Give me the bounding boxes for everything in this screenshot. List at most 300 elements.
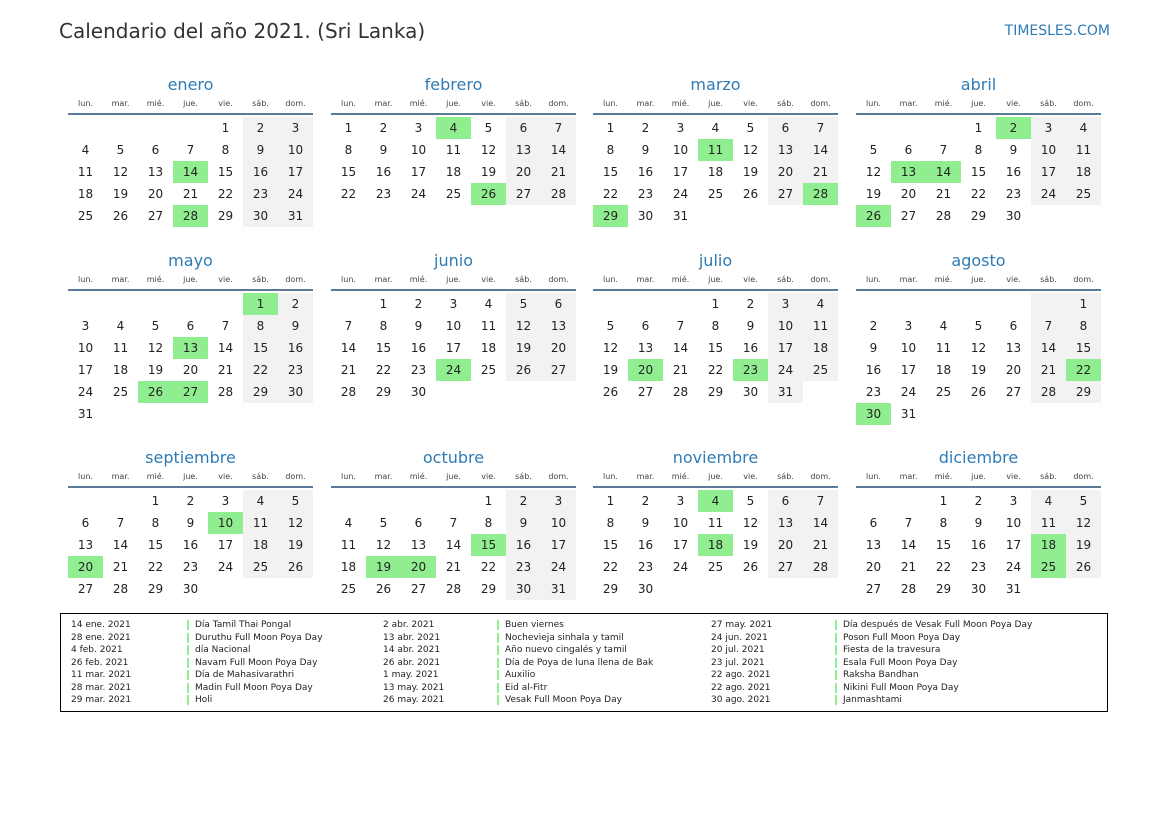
day-cell: 3 (221, 494, 230, 508)
weekday-label: vie. (218, 472, 233, 481)
day-cell: 14 (1031, 337, 1066, 359)
day-cell: 20 (541, 337, 576, 359)
day-cell: 23 (182, 560, 199, 574)
holiday-name: Día de Poya de luna llena de Bak (505, 657, 654, 668)
day-cell: 27 (865, 582, 882, 596)
weekday-label: lun. (78, 275, 93, 284)
day-cell: 15 (602, 538, 619, 552)
day-cell: 1 (221, 121, 230, 135)
weekday-header (331, 470, 576, 488)
day-cell: 22 (243, 359, 278, 381)
day-cell: 9 (278, 315, 313, 337)
day-cell: 25 (1066, 183, 1101, 205)
empty-day-cell (733, 578, 768, 600)
day-cell: 10 (768, 315, 803, 337)
day-cell: 9 (414, 319, 423, 333)
day-cell: 21 (803, 534, 838, 556)
day-cell: 2 (641, 494, 650, 508)
month-name: octubre (422, 448, 485, 467)
empty-day-cell (891, 293, 926, 315)
day-cell: 1 (974, 121, 983, 135)
day-cell: 21 (900, 560, 917, 574)
weekday-label: mar. (374, 275, 393, 284)
holiday-date: 29 mar. 2021 (71, 695, 132, 705)
day-cell: 13 (147, 165, 164, 179)
day-cell: 30 (243, 205, 278, 227)
day-cell: 9 (974, 516, 983, 530)
day-cell: 24 (672, 560, 689, 574)
month-noviembre (593, 447, 838, 600)
day-cell: 15 (970, 165, 987, 179)
day-cell: 27 (147, 209, 164, 223)
day-cell: 5 (379, 516, 388, 530)
month-abril (856, 74, 1101, 227)
holiday-date: 26 may. 2021 (383, 695, 445, 705)
day-cell: 11 (243, 512, 278, 534)
day-cell: 15 (602, 165, 619, 179)
empty-day-cell (68, 293, 103, 315)
day-cell: 20 (768, 534, 803, 556)
weekday-label: mar. (111, 275, 130, 284)
empty-day-cell (173, 117, 208, 139)
day-cell: 29 (243, 381, 278, 403)
day-cell: 12 (602, 341, 619, 355)
day-cell: 12 (112, 165, 129, 179)
day-cell: 2 (278, 293, 313, 315)
weekday-label: lun. (866, 275, 881, 284)
weekday-label: mié. (934, 472, 953, 481)
holiday-date: 13 abr. 2021 (383, 632, 441, 643)
weekday-label: mié. (146, 472, 165, 481)
day-cell: 26 (138, 381, 173, 403)
holiday-marker (835, 620, 837, 630)
day-cell: 13 (768, 512, 803, 534)
weekday-label: mié. (146, 99, 165, 108)
day-cell: 26 (856, 205, 891, 227)
weekday-header (68, 97, 313, 115)
empty-day-cell (891, 490, 926, 512)
day-cell: 25 (707, 187, 724, 201)
weekday-label: mié. (146, 275, 165, 284)
empty-day-cell (331, 490, 366, 512)
day-cell: 29 (1066, 381, 1101, 403)
weekday-label: vie. (743, 472, 758, 481)
day-cell: 11 (698, 139, 733, 161)
day-cell: 17 (217, 538, 234, 552)
day-cell: 18 (935, 363, 952, 377)
day-cell: 7 (904, 516, 913, 530)
day-cell: 19 (1066, 534, 1101, 556)
empty-day-cell (278, 403, 313, 425)
day-cell: 11 (77, 165, 94, 179)
day-cell: 26 (602, 385, 619, 399)
day-cell: 25 (480, 363, 497, 377)
weekday-header (856, 470, 1101, 488)
empty-day-cell (103, 490, 138, 512)
weekday-label: mié. (671, 472, 690, 481)
month-octubre (331, 447, 576, 600)
holiday-name: Esala Full Moon Poya Day (843, 657, 958, 668)
day-cell: 24 (900, 385, 917, 399)
day-cell: 29 (970, 209, 987, 223)
holiday-name: Fiesta de la travesura (843, 645, 941, 655)
day-cell: 21 (182, 187, 199, 201)
day-cell: 15 (707, 341, 724, 355)
day-cell: 10 (77, 341, 94, 355)
month-name: junio (434, 251, 473, 270)
day-cell: 7 (344, 319, 353, 333)
holiday-date: 20 jul. 2021 (711, 645, 765, 655)
day-cell: 16 (742, 341, 759, 355)
holiday-date: 24 jun. 2021 (711, 632, 768, 643)
day-cell: 6 (81, 516, 90, 530)
holiday-date: 22 ago. 2021 (711, 670, 771, 680)
day-cell: 14 (926, 161, 961, 183)
day-cell: 23 (278, 359, 313, 381)
empty-day-cell (768, 205, 803, 227)
day-cell: 18 (480, 341, 497, 355)
day-cell: 19 (742, 538, 759, 552)
day-cell: 29 (602, 582, 619, 596)
day-cell: 7 (803, 490, 838, 512)
weekday-label: sáb. (252, 275, 269, 284)
day-cell: 16 (1005, 165, 1022, 179)
day-cell: 19 (366, 556, 401, 578)
day-cell: 23 (637, 560, 654, 574)
day-cell: 13 (768, 139, 803, 161)
day-cell: 16 (410, 341, 427, 355)
empty-day-cell (366, 490, 401, 512)
day-grid (856, 293, 1101, 425)
empty-day-cell (698, 578, 733, 600)
day-cell: 25 (340, 582, 357, 596)
day-cell: 28 (217, 385, 234, 399)
weekday-label: mar. (899, 99, 918, 108)
day-cell: 24 (768, 359, 803, 381)
day-cell: 3 (414, 121, 423, 135)
empty-day-cell (243, 578, 278, 600)
day-grid (68, 490, 313, 600)
empty-day-cell (803, 578, 838, 600)
day-cell: 21 (1031, 359, 1066, 381)
holiday-marker (497, 670, 499, 680)
holiday-name: Eid al-Fitr (505, 682, 548, 693)
day-cell: 22 (970, 187, 987, 201)
day-cell: 12 (742, 516, 759, 530)
day-grid (856, 490, 1101, 600)
empty-day-cell (138, 117, 173, 139)
empty-day-cell (1066, 205, 1101, 227)
holiday-marker (835, 645, 837, 655)
month-junio (331, 250, 576, 403)
month-name: marzo (690, 75, 741, 94)
empty-day-cell (856, 293, 891, 315)
day-cell: 12 (147, 341, 164, 355)
day-cell: 11 (1066, 139, 1101, 161)
day-cell: 29 (593, 205, 628, 227)
day-cell: 20 (147, 187, 164, 201)
site-link[interactable]: TIMESLES.COM (1004, 23, 1110, 39)
day-cell: 5 (484, 121, 493, 135)
holiday-date: 11 mar. 2021 (71, 670, 132, 680)
day-cell: 1 (379, 297, 388, 311)
day-grid (856, 117, 1101, 227)
empty-day-cell (628, 293, 663, 315)
day-cell: 7 (1031, 315, 1066, 337)
day-cell: 7 (449, 516, 458, 530)
holiday-name: Auxilio (505, 670, 536, 680)
weekday-label: vie. (481, 472, 496, 481)
day-cell: 1 (344, 121, 353, 135)
weekday-label: sáb. (1040, 99, 1057, 108)
weekday-label: vie. (1006, 99, 1021, 108)
day-cell: 4 (711, 121, 720, 135)
empty-day-cell (68, 117, 103, 139)
weekday-label: vie. (481, 99, 496, 108)
day-cell: 8 (711, 319, 720, 333)
empty-day-cell (208, 578, 243, 600)
day-cell: 27 (541, 359, 576, 381)
holiday-marker (187, 683, 189, 693)
weekday-label: mié. (671, 275, 690, 284)
day-cell: 19 (112, 187, 129, 201)
day-cell: 24 (1005, 560, 1022, 574)
day-grid (331, 490, 576, 600)
day-cell: 19 (278, 534, 313, 556)
month-name: abril (960, 75, 997, 94)
day-cell: 28 (672, 385, 689, 399)
day-cell: 22 (340, 187, 357, 201)
empty-day-cell (138, 293, 173, 315)
weekday-label: jue. (183, 472, 198, 481)
day-cell: 17 (900, 363, 917, 377)
weekday-label: mié. (934, 275, 953, 284)
holiday-name: Vesak Full Moon Poya Day (505, 695, 622, 705)
month-agosto (856, 250, 1101, 425)
day-cell: 21 (340, 363, 357, 377)
empty-day-cell (243, 403, 278, 425)
page-title: Calendario del año 2021. (Sri Lanka) (59, 19, 426, 43)
weekday-label: vie. (481, 275, 496, 284)
weekday-label: sáb. (777, 99, 794, 108)
day-grid (593, 117, 838, 227)
day-cell: 16 (375, 165, 392, 179)
day-cell: 22 (935, 560, 952, 574)
weekday-label: dom. (285, 99, 306, 108)
empty-day-cell (436, 381, 471, 403)
holiday-marker (187, 645, 189, 655)
day-cell: 18 (1031, 534, 1066, 556)
day-cell: 14 (340, 341, 357, 355)
day-cell: 21 (672, 363, 689, 377)
day-cell: 11 (803, 315, 838, 337)
weekday-label: mar. (374, 472, 393, 481)
day-cell: 16 (970, 538, 987, 552)
weekday-label: sáb. (252, 472, 269, 481)
holiday-marker (187, 620, 189, 630)
day-cell: 23 (733, 359, 768, 381)
empty-day-cell (663, 578, 698, 600)
day-cell: 26 (375, 582, 392, 596)
day-cell: 14 (803, 139, 838, 161)
day-cell: 20 (628, 359, 663, 381)
weekday-header (68, 470, 313, 488)
day-cell: 17 (672, 165, 689, 179)
holiday-date: 14 ene. 2021 (71, 620, 131, 630)
empty-day-cell (926, 293, 961, 315)
day-cell: 6 (869, 516, 878, 530)
holiday-marker (835, 633, 837, 643)
weekday-label: dom. (810, 99, 831, 108)
day-cell: 25 (243, 556, 278, 578)
day-cell: 3 (1031, 117, 1066, 139)
day-cell: 21 (445, 560, 462, 574)
day-cell: 13 (891, 161, 926, 183)
day-cell: 3 (278, 117, 313, 139)
day-cell: 23 (243, 183, 278, 205)
day-cell: 16 (182, 538, 199, 552)
day-cell: 6 (768, 117, 803, 139)
day-cell: 4 (1031, 490, 1066, 512)
day-cell: 31 (77, 407, 94, 421)
holiday-date: 26 feb. 2021 (71, 657, 129, 668)
day-cell: 6 (641, 319, 650, 333)
day-grid (593, 293, 838, 403)
day-cell: 2 (974, 494, 983, 508)
holiday-date: 4 feb. 2021 (71, 645, 123, 655)
day-cell: 27 (1005, 385, 1022, 399)
day-cell: 6 (186, 319, 195, 333)
day-cell: 28 (900, 582, 917, 596)
empty-day-cell (331, 293, 366, 315)
day-cell: 1 (939, 494, 948, 508)
day-cell: 22 (707, 363, 724, 377)
holiday-marker (497, 633, 499, 643)
empty-day-cell (698, 205, 733, 227)
day-cell: 28 (935, 209, 952, 223)
weekday-label: mar. (111, 472, 130, 481)
day-cell: 13 (541, 315, 576, 337)
month-name: diciembre (938, 448, 1019, 467)
month-name: agosto (951, 251, 1006, 270)
holiday-marker (835, 670, 837, 680)
day-cell: 6 (506, 117, 541, 139)
holiday-name: Año nuevo cingalés y tamil (505, 645, 627, 655)
holiday-name: Navam Full Moon Poya Day (195, 657, 318, 668)
day-cell: 6 (768, 490, 803, 512)
day-cell: 14 (900, 538, 917, 552)
day-cell: 9 (506, 512, 541, 534)
day-cell: 1 (606, 494, 615, 508)
day-cell: 7 (186, 143, 195, 157)
day-cell: 12 (278, 512, 313, 534)
day-cell: 26 (471, 183, 506, 205)
day-cell: 19 (480, 165, 497, 179)
day-cell: 14 (803, 512, 838, 534)
day-cell: 6 (1009, 319, 1018, 333)
weekday-label: mar. (636, 99, 655, 108)
holiday-name: Janmashtami (843, 695, 902, 705)
empty-day-cell (208, 293, 243, 315)
holiday-date: 23 jul. 2021 (711, 657, 765, 668)
day-cell: 14 (112, 538, 129, 552)
weekday-label: lun. (341, 99, 356, 108)
empty-day-cell (541, 381, 576, 403)
holiday-name: Duruthu Full Moon Poya Day (195, 632, 323, 643)
day-cell: 5 (1066, 490, 1101, 512)
day-cell: 8 (1066, 315, 1101, 337)
empty-day-cell (138, 403, 173, 425)
day-cell: 1 (1066, 293, 1101, 315)
day-cell: 11 (340, 538, 357, 552)
day-cell: 31 (672, 209, 689, 223)
day-cell: 6 (904, 143, 913, 157)
day-cell: 14 (173, 161, 208, 183)
day-cell: 13 (173, 337, 208, 359)
day-cell: 20 (865, 560, 882, 574)
day-cell: 5 (506, 293, 541, 315)
day-cell: 20 (900, 187, 917, 201)
day-cell: 22 (1066, 359, 1101, 381)
day-cell: 16 (506, 534, 541, 556)
day-cell: 26 (1066, 556, 1101, 578)
day-cell: 23 (410, 363, 427, 377)
day-cell: 23 (375, 187, 392, 201)
day-cell: 8 (484, 516, 493, 530)
day-cell: 12 (865, 165, 882, 179)
weekday-label: jue. (446, 99, 461, 108)
empty-day-cell (471, 381, 506, 403)
day-cell: 30 (410, 385, 427, 399)
day-cell: 3 (1009, 494, 1018, 508)
holiday-marker (497, 695, 499, 705)
weekday-label: mar. (636, 472, 655, 481)
day-cell: 17 (278, 161, 313, 183)
day-cell: 24 (278, 183, 313, 205)
weekday-header (331, 273, 576, 291)
day-cell: 4 (698, 490, 733, 512)
day-cell: 9 (243, 139, 278, 161)
day-cell: 7 (939, 143, 948, 157)
day-cell: 4 (243, 490, 278, 512)
weekday-label: mar. (636, 275, 655, 284)
holiday-name: Buen viernes (505, 620, 564, 630)
empty-day-cell (1031, 403, 1066, 425)
day-cell: 24 (672, 187, 689, 201)
day-cell: 9 (379, 143, 388, 157)
empty-day-cell (1031, 578, 1066, 600)
holiday-marker (187, 633, 189, 643)
day-cell: 9 (641, 516, 650, 530)
holiday-name: Raksha Bandhan (843, 670, 919, 680)
day-cell: 14 (541, 139, 576, 161)
weekday-label: mié. (934, 99, 953, 108)
empty-day-cell (173, 293, 208, 315)
empty-day-cell (103, 403, 138, 425)
day-cell: 26 (112, 209, 129, 223)
day-cell: 5 (606, 319, 615, 333)
weekday-label: jue. (708, 275, 723, 284)
day-cell: 19 (970, 363, 987, 377)
day-cell: 10 (672, 143, 689, 157)
day-cell: 25 (77, 209, 94, 223)
day-cell: 31 (278, 205, 313, 227)
day-cell: 15 (217, 165, 234, 179)
day-cell: 29 (480, 582, 497, 596)
day-cell: 20 (68, 556, 103, 578)
day-cell: 21 (112, 560, 129, 574)
day-cell: 4 (436, 117, 471, 139)
